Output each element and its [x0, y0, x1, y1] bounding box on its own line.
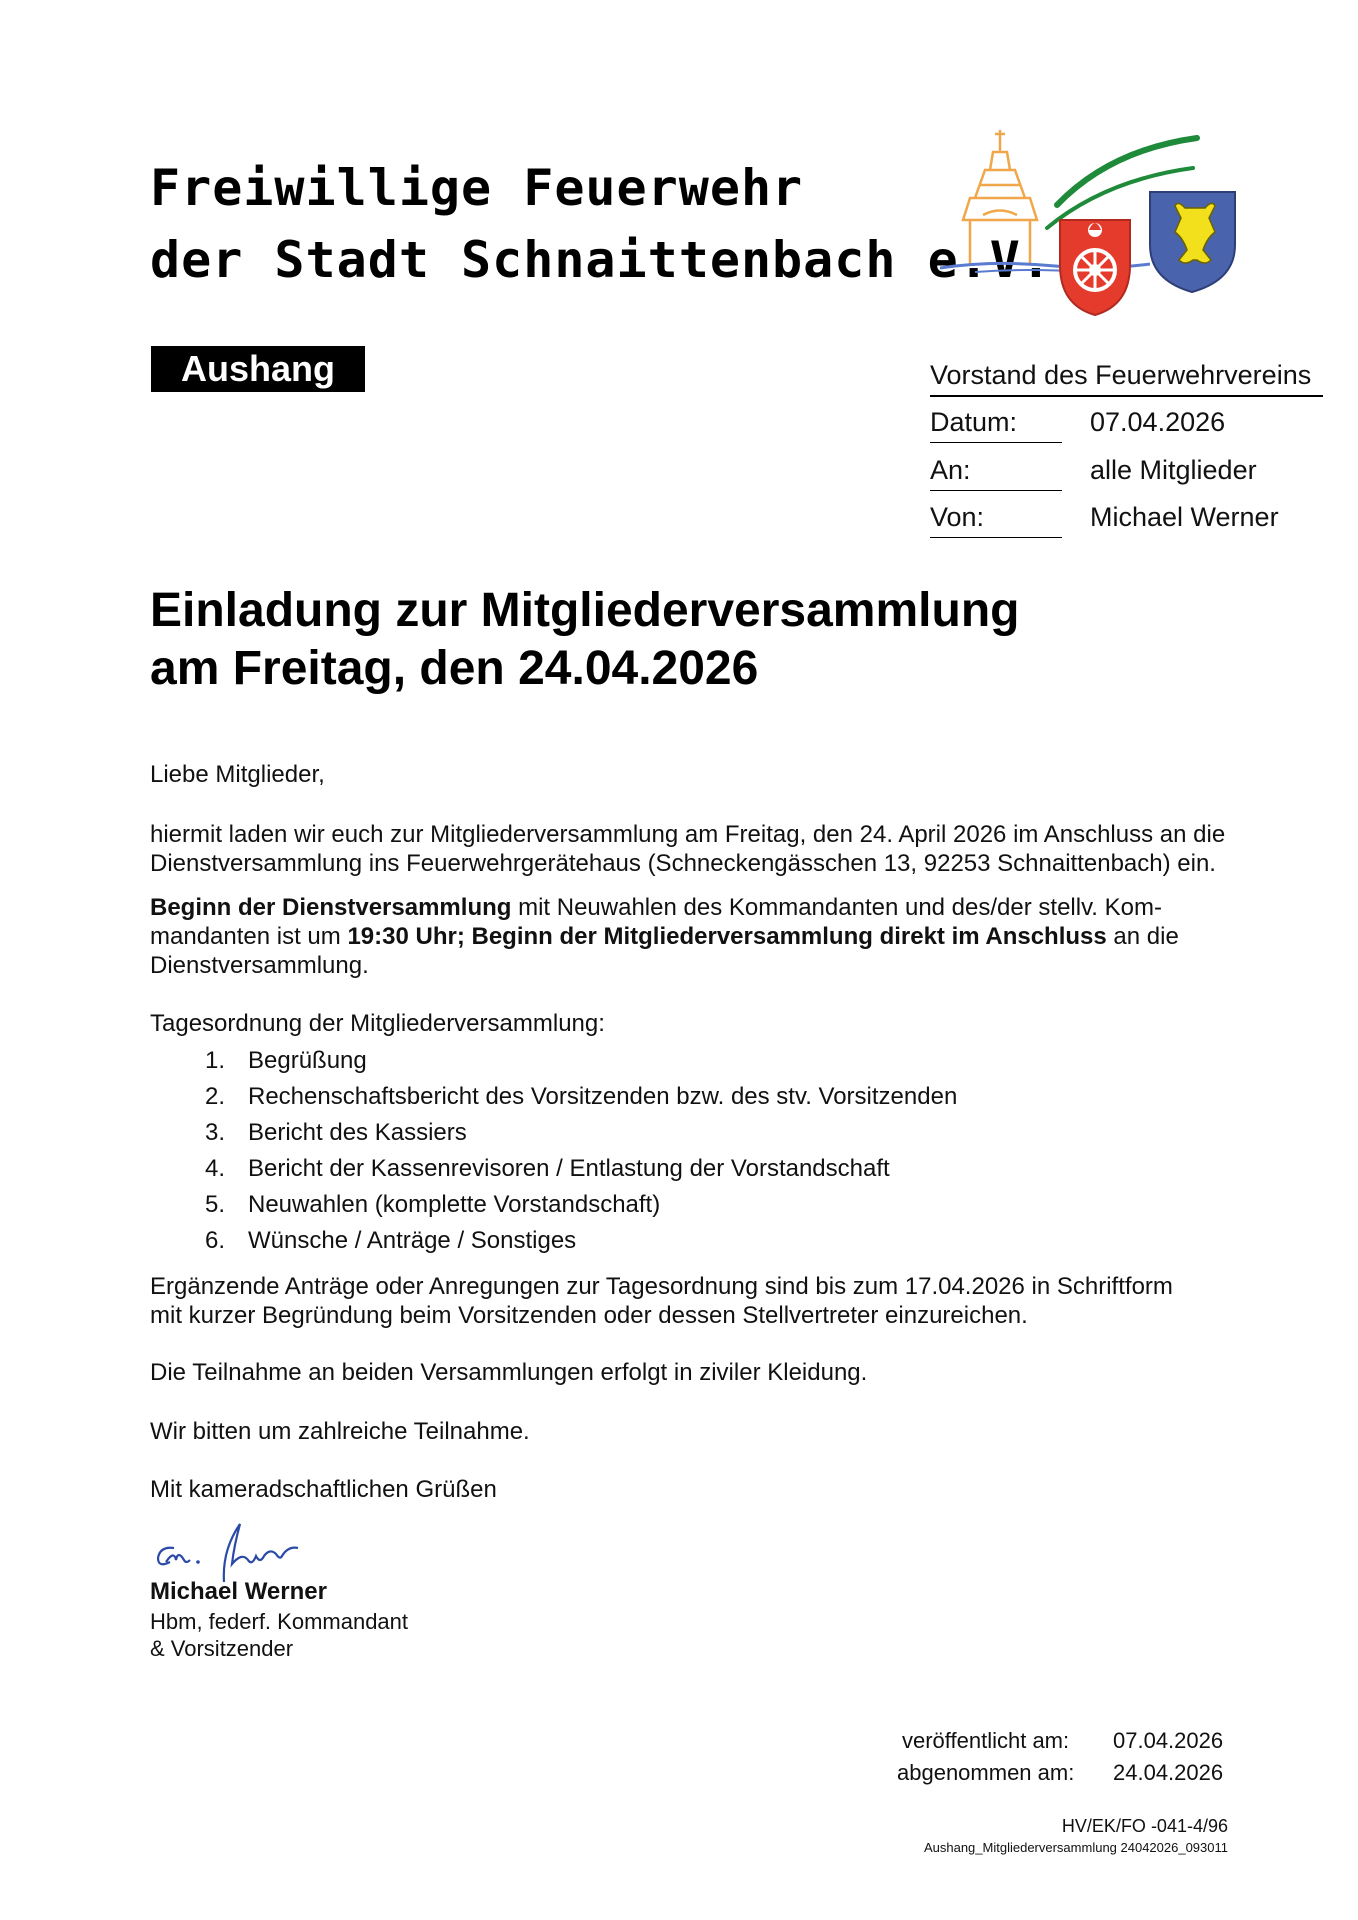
agenda-number: 1. [205, 1047, 226, 1074]
file-name: Aushang_Mitgliederversammlung 24042026_093011 [923, 1840, 1228, 1855]
meta-row-recipient [930, 455, 1330, 495]
page-title [150, 582, 1019, 698]
form-code: HV/EK/FO -041-4/96 [1061, 1816, 1228, 1836]
title-line1: Einladung zur Mitgliederversammlung [150, 584, 1020, 637]
paragraph-proposals [150, 1272, 1260, 1330]
paragraph-line [150, 893, 1260, 922]
title-line2: am Freitag, den 24.04.2026 [150, 642, 759, 695]
published-label: veröffentlicht am: [902, 1728, 1070, 1753]
agenda-text: Begrüßung [248, 1047, 367, 1074]
agenda-number: 5. [205, 1191, 226, 1218]
paragraph-line: Ergänzende Anträge oder Anregungen zur Tagesordnung sind bis zum 17.04.2026 in Schriftform [150, 1273, 1173, 1300]
signature-scribble [152, 1510, 322, 1585]
paragraph-line: hiermit laden wir euch zur Mitgliederversammlung am Freitag, den 24. April 2026 im Anschluss an die [150, 821, 1226, 848]
meta-label: Von: [930, 502, 1062, 538]
paragraph-line: Dienstversammlung. [150, 952, 369, 979]
list-item [205, 1187, 957, 1223]
agenda-text: Rechenschaftsbericht des Vorsitzenden bzw. des stv. Vorsitzenden [248, 1083, 958, 1110]
list-item [205, 1079, 957, 1115]
greeting: Liebe Mitglieder, [150, 761, 325, 788]
text: mit Neuwahlen des Kommandanten und des/der stellv. Kom- [511, 894, 1162, 921]
bold-text: 19:30 Uhr; Beginn der Mitgliederversammlung direkt im Anschluss [347, 923, 1107, 950]
meta-label: An: [930, 455, 1062, 491]
meta-value: 07.04.2026 [1090, 407, 1226, 437]
agenda-list [205, 1043, 957, 1259]
meta-value: Michael Werner [1090, 502, 1279, 532]
paragraph-line [150, 922, 1260, 951]
paragraph-line: Dienstversammlung ins Feuerwehrgerätehaus (Schneckengässchen 13, 92253 Schnaittenbach) ein. [150, 850, 1216, 877]
agenda-text: Bericht des Kassiers [248, 1119, 467, 1146]
crest-illustration [935, 120, 1245, 320]
agenda-number: 2. [205, 1083, 226, 1110]
list-item [205, 1115, 957, 1151]
department-label: Vorstand des Feuerwehrvereins [930, 360, 1323, 397]
published-date: 07.04.2026 [1113, 1728, 1224, 1753]
meta-row-sender [930, 502, 1330, 542]
meta-value: alle Mitglieder [1090, 455, 1257, 485]
signer-role: & Vorsitzender [150, 1636, 294, 1661]
text: mandanten ist um [150, 923, 348, 950]
agenda-text: Bericht der Kassenrevisoren / Entlastung der Vorstandschaft [248, 1155, 890, 1182]
agenda-number: 4. [205, 1155, 226, 1182]
org-name-line2: der Stadt Schnaittenbach e.V. [150, 231, 1052, 289]
paragraph-dress: Die Teilnahme an beiden Versammlungen erfolgt in ziviler Kleidung. [150, 1359, 868, 1386]
signer-name: Michael Werner [150, 1578, 327, 1605]
removed-date: 24.04.2026 [1113, 1760, 1224, 1785]
paragraph-attendance: Wir bitten um zahlreiche Teilnahme. [150, 1418, 530, 1445]
agenda-number: 6. [205, 1227, 226, 1254]
meta-row-date [930, 407, 1330, 447]
bold-text: Beginn der Dienstversammlung [150, 894, 512, 921]
removed-label: abgenommen am: [897, 1760, 1075, 1785]
agenda-number: 3. [205, 1119, 226, 1146]
paragraph-schedule [150, 893, 1260, 980]
org-name-line1: Freiwillige Feuerwehr [150, 159, 804, 217]
list-item [205, 1223, 957, 1259]
list-item [205, 1151, 957, 1187]
paragraph-invitation [150, 820, 1260, 878]
agenda-title: Tagesordnung der Mitgliederversammlung: [150, 1010, 605, 1037]
list-item [205, 1043, 957, 1079]
text: an die [1106, 923, 1179, 950]
brigade-logo [935, 120, 1245, 325]
closing: Mit kameradschaftlichen Grüßen [150, 1476, 497, 1503]
notice-badge: Aushang [151, 346, 365, 392]
signer-role: Hbm, federf. Kommandant [150, 1609, 409, 1634]
organization-name [150, 152, 1052, 296]
agenda-text: Neuwahlen (komplette Vorstandschaft) [248, 1191, 661, 1218]
paragraph-line: mit kurzer Begründung beim Vorsitzenden oder dessen Stellvertreter einzureichen. [150, 1302, 1028, 1329]
agenda-text: Wünsche / Anträge / Sonstiges [248, 1227, 577, 1254]
meta-label: Datum: [930, 407, 1062, 443]
